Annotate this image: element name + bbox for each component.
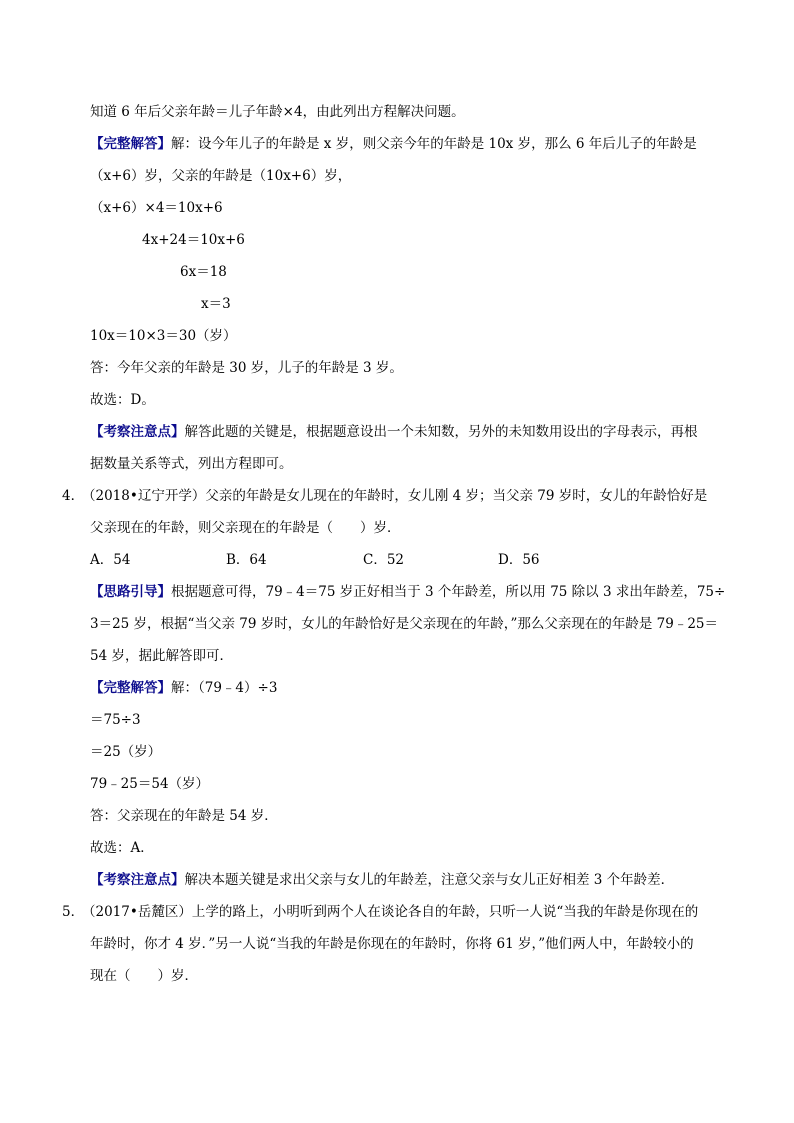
question-text: 父亲现在的年龄，则父亲现在的年龄是（ ）岁． xyxy=(90,520,401,536)
text: 解：设今年儿子的年龄是 x 岁，则父亲今年的年龄是 10x 岁，那么 6 年后儿子的年龄是 xyxy=(171,136,697,152)
equation-line: 6x＝18 xyxy=(180,264,227,280)
equation-line: （x+6）×4＝10x+6 xyxy=(90,200,223,216)
equation-line: x＝3 xyxy=(201,296,231,312)
question-number: 4． xyxy=(62,488,85,504)
option-b: B．64 xyxy=(226,552,267,568)
equation-line: ＝25（岁） xyxy=(90,744,162,760)
question-number: 5． xyxy=(62,904,85,920)
choice-line: 故选：D。 xyxy=(90,392,155,408)
section-tag: 【完整解答】 xyxy=(90,136,171,152)
option-c: C．52 xyxy=(363,552,405,568)
answer-line: 答：今年父亲的年龄是 30 岁，儿子的年龄是 3 岁。 xyxy=(90,360,403,376)
note-line xyxy=(90,870,674,890)
question-text: 年龄时，你才 4 岁．”另一人说“当我的年龄是你现在的年龄时，你将 61 岁，”他们两人中，年龄较小的 xyxy=(90,936,694,952)
text-line: 据数量关系等式，列出方程即可。 xyxy=(90,456,293,472)
equation-line: ＝75÷3 xyxy=(90,712,141,728)
question-text: （2017•岳麓区）上学的路上，小明听到两个人在谈论各自的年龄，只听一人说“当我的年龄是你现在的 xyxy=(82,904,699,920)
section-tag: 【考察注意点】 xyxy=(90,872,185,888)
section-tag: 【思路引导】 xyxy=(90,584,171,600)
text-line: 3＝25 岁，根据“当父亲 79 岁时，女儿的年龄恰好是父亲现在的年龄，”那么父亲现在的年龄是 79﹣25＝ xyxy=(90,616,719,632)
choice-line: 故选：A． xyxy=(90,840,154,856)
note-line xyxy=(90,422,698,442)
question-text: （2018•辽宁开学）父亲的年龄是女儿现在的年龄时，女儿刚 4 岁；当父亲 79 岁时，女儿的年龄恰好是 xyxy=(82,488,708,504)
equation-line: 10x＝10×3＝30（岁） xyxy=(90,328,237,344)
text: 解：（79﹣4）÷3 xyxy=(171,680,278,696)
text: 解决本题关键是求出父亲与女儿的年龄差，注意父亲与女儿正好相差 3 个年龄差． xyxy=(184,872,675,888)
section-tag: 【完整解答】 xyxy=(90,680,171,696)
solution-line xyxy=(90,134,697,154)
text-line: （x+6）岁，父亲的年龄是（10x+6）岁， xyxy=(90,168,352,184)
option-a: A．54 xyxy=(90,552,131,568)
equation-line: 79﹣25＝54（岁） xyxy=(90,776,210,792)
option-d: D．56 xyxy=(498,552,540,568)
text-line: 知道 6 年后父亲年龄＝儿子年龄×4，由此列出方程解决问题。 xyxy=(90,104,465,120)
text-line: 54 岁，据此解答即可． xyxy=(90,648,233,664)
section-tag: 【考察注意点】 xyxy=(90,424,185,440)
text: 根据题意可得，79﹣4＝75 岁正好相当于 3 个年龄差，所以用 75 除以 3 求出年龄差，75÷ xyxy=(171,584,726,600)
equation-line: 4x+24＝10x+6 xyxy=(142,232,245,248)
answer-line: 答：父亲现在的年龄是 54 岁． xyxy=(90,808,278,824)
text: 解答此题的关键是，根据题意设出一个未知数，另外的未知数用设出的字母表示，再根 xyxy=(184,424,698,440)
hint-line xyxy=(90,582,725,602)
solution-line xyxy=(90,678,277,698)
question-text: 现在（ ）岁． xyxy=(90,968,198,984)
